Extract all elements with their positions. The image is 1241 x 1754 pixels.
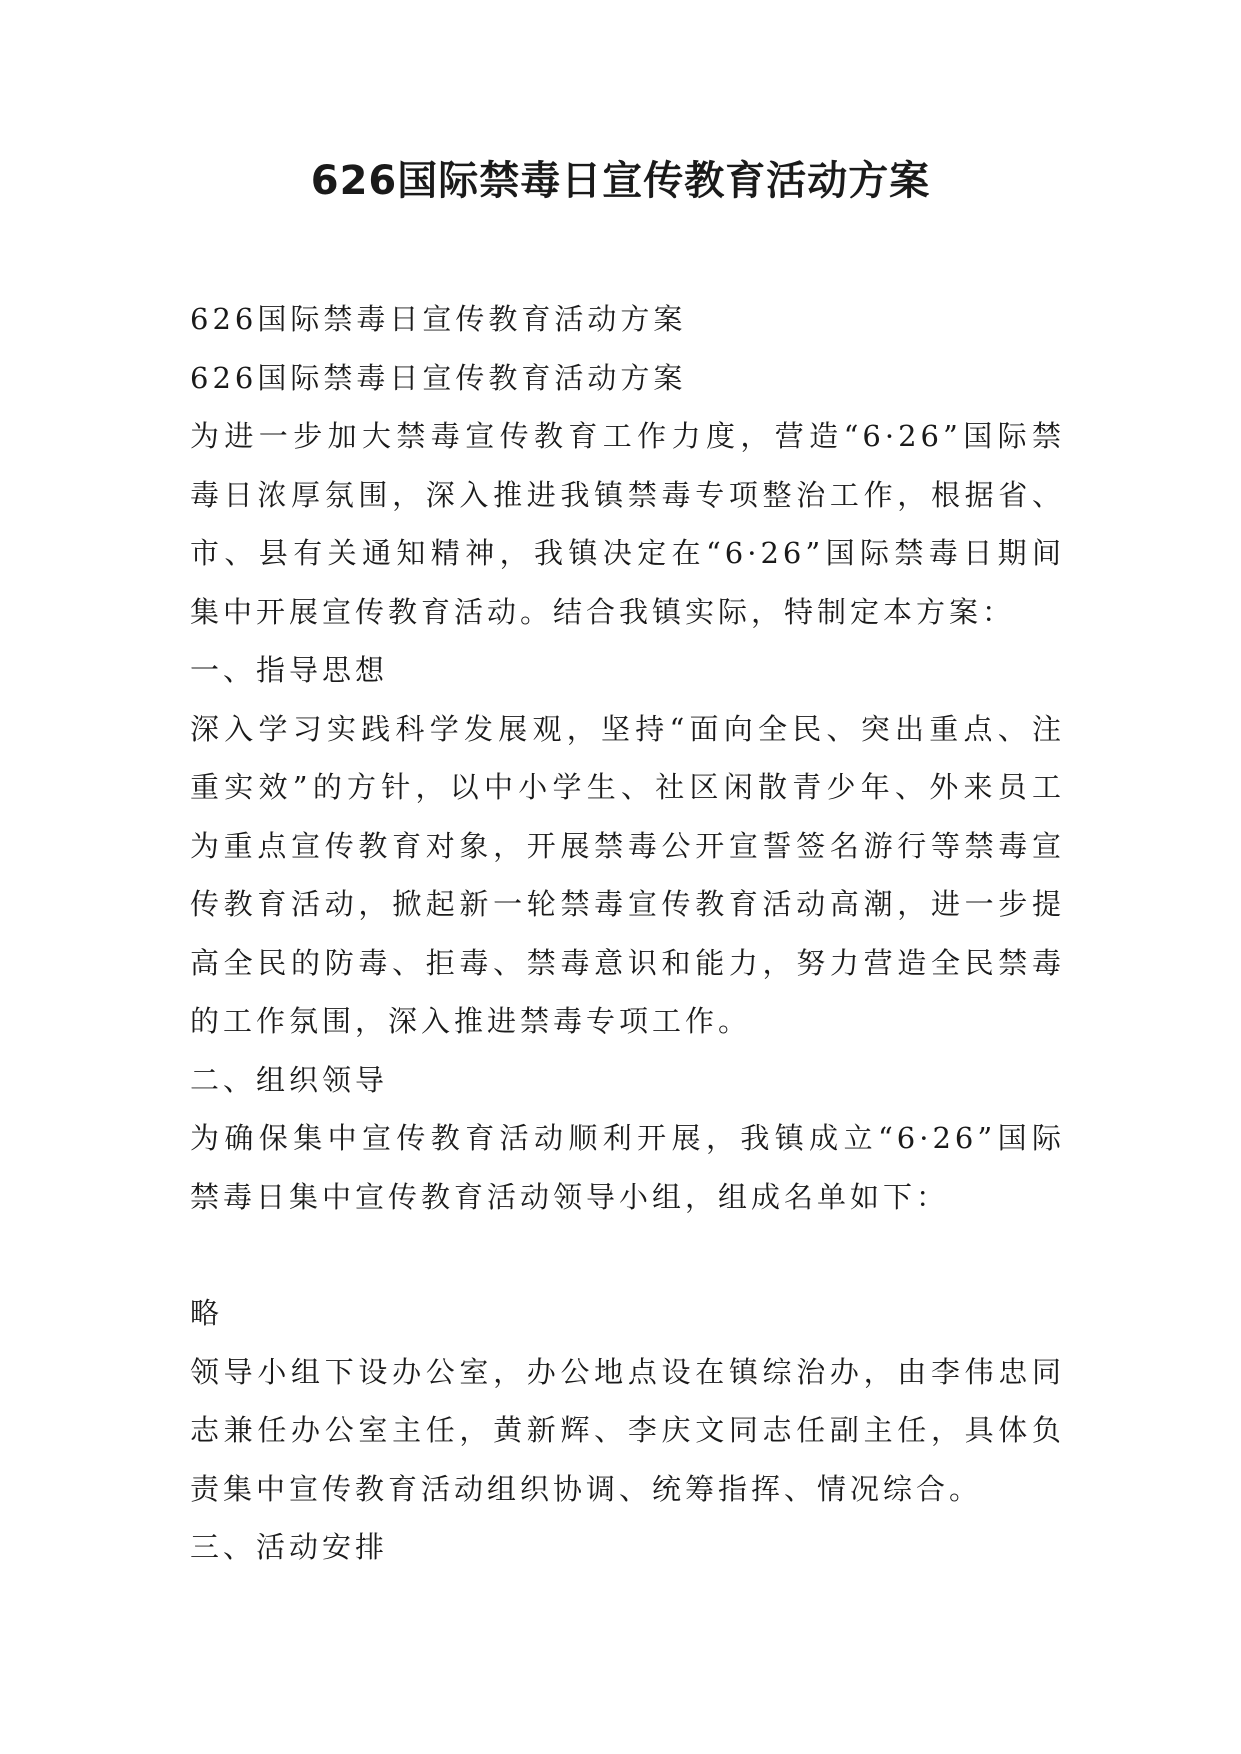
heading-line-2: 626国际禁毒日宣传教育活动方案	[190, 360, 687, 395]
office-paragraph: 领导小组下设办公室，办公地点设在镇综治办，由李伟忠同志兼任办公室主任，黄新辉、李庆文同志任副主任，具体负责集中宣传教育活动组织协调、统筹指挥、情况综合。	[190, 1354, 1065, 1506]
document-title: 626国际禁毒日宣传教育活动方案	[310, 158, 931, 204]
section-heading-organization: 二、组织领导	[190, 1062, 389, 1097]
section-heading-guiding-ideology: 一、指导思想	[190, 653, 389, 687]
section-heading-activities: 三、活动安排	[190, 1530, 389, 1564]
omitted-list-note: 略	[190, 1296, 224, 1330]
document-body	[190, 290, 1065, 1577]
guiding-ideology-paragraph: 深入学习实践科学发展观，坚持“面向全民、突出重点、注重实效”的方针，以中小学生、社区闲散青少年、外来员工为重点宣传教育对象，开展禁毒公开宣誓签名游行等禁毒宣传教育活动，掀起新一轮禁毒宣传教育活动高潮，进一步提高全民的防毒、拒毒、禁毒意识和能力，努力营造全民禁毒的工作氛围，深入推进禁毒专项工作。	[190, 711, 1065, 1038]
intro-paragraph: 为进一步加大禁毒宣传教育工作力度，营造“6·26”国际禁毒日浓厚氛围，深入推进我镇禁毒专项整治工作，根据省、市、县有关通知精神，我镇决定在“6·26”国际禁毒日期间集中开展宣传教育活动。结合我镇实际，特制定本方案：	[190, 419, 1065, 629]
heading-line-1: 626国际禁毒日宣传教育活动方案	[190, 302, 687, 336]
organization-paragraph: 为确保集中宣传教育活动顺利开展，我镇成立“6·26”国际禁毒日集中宣传教育活动领导小组，组成名单如下：	[190, 1121, 1065, 1214]
